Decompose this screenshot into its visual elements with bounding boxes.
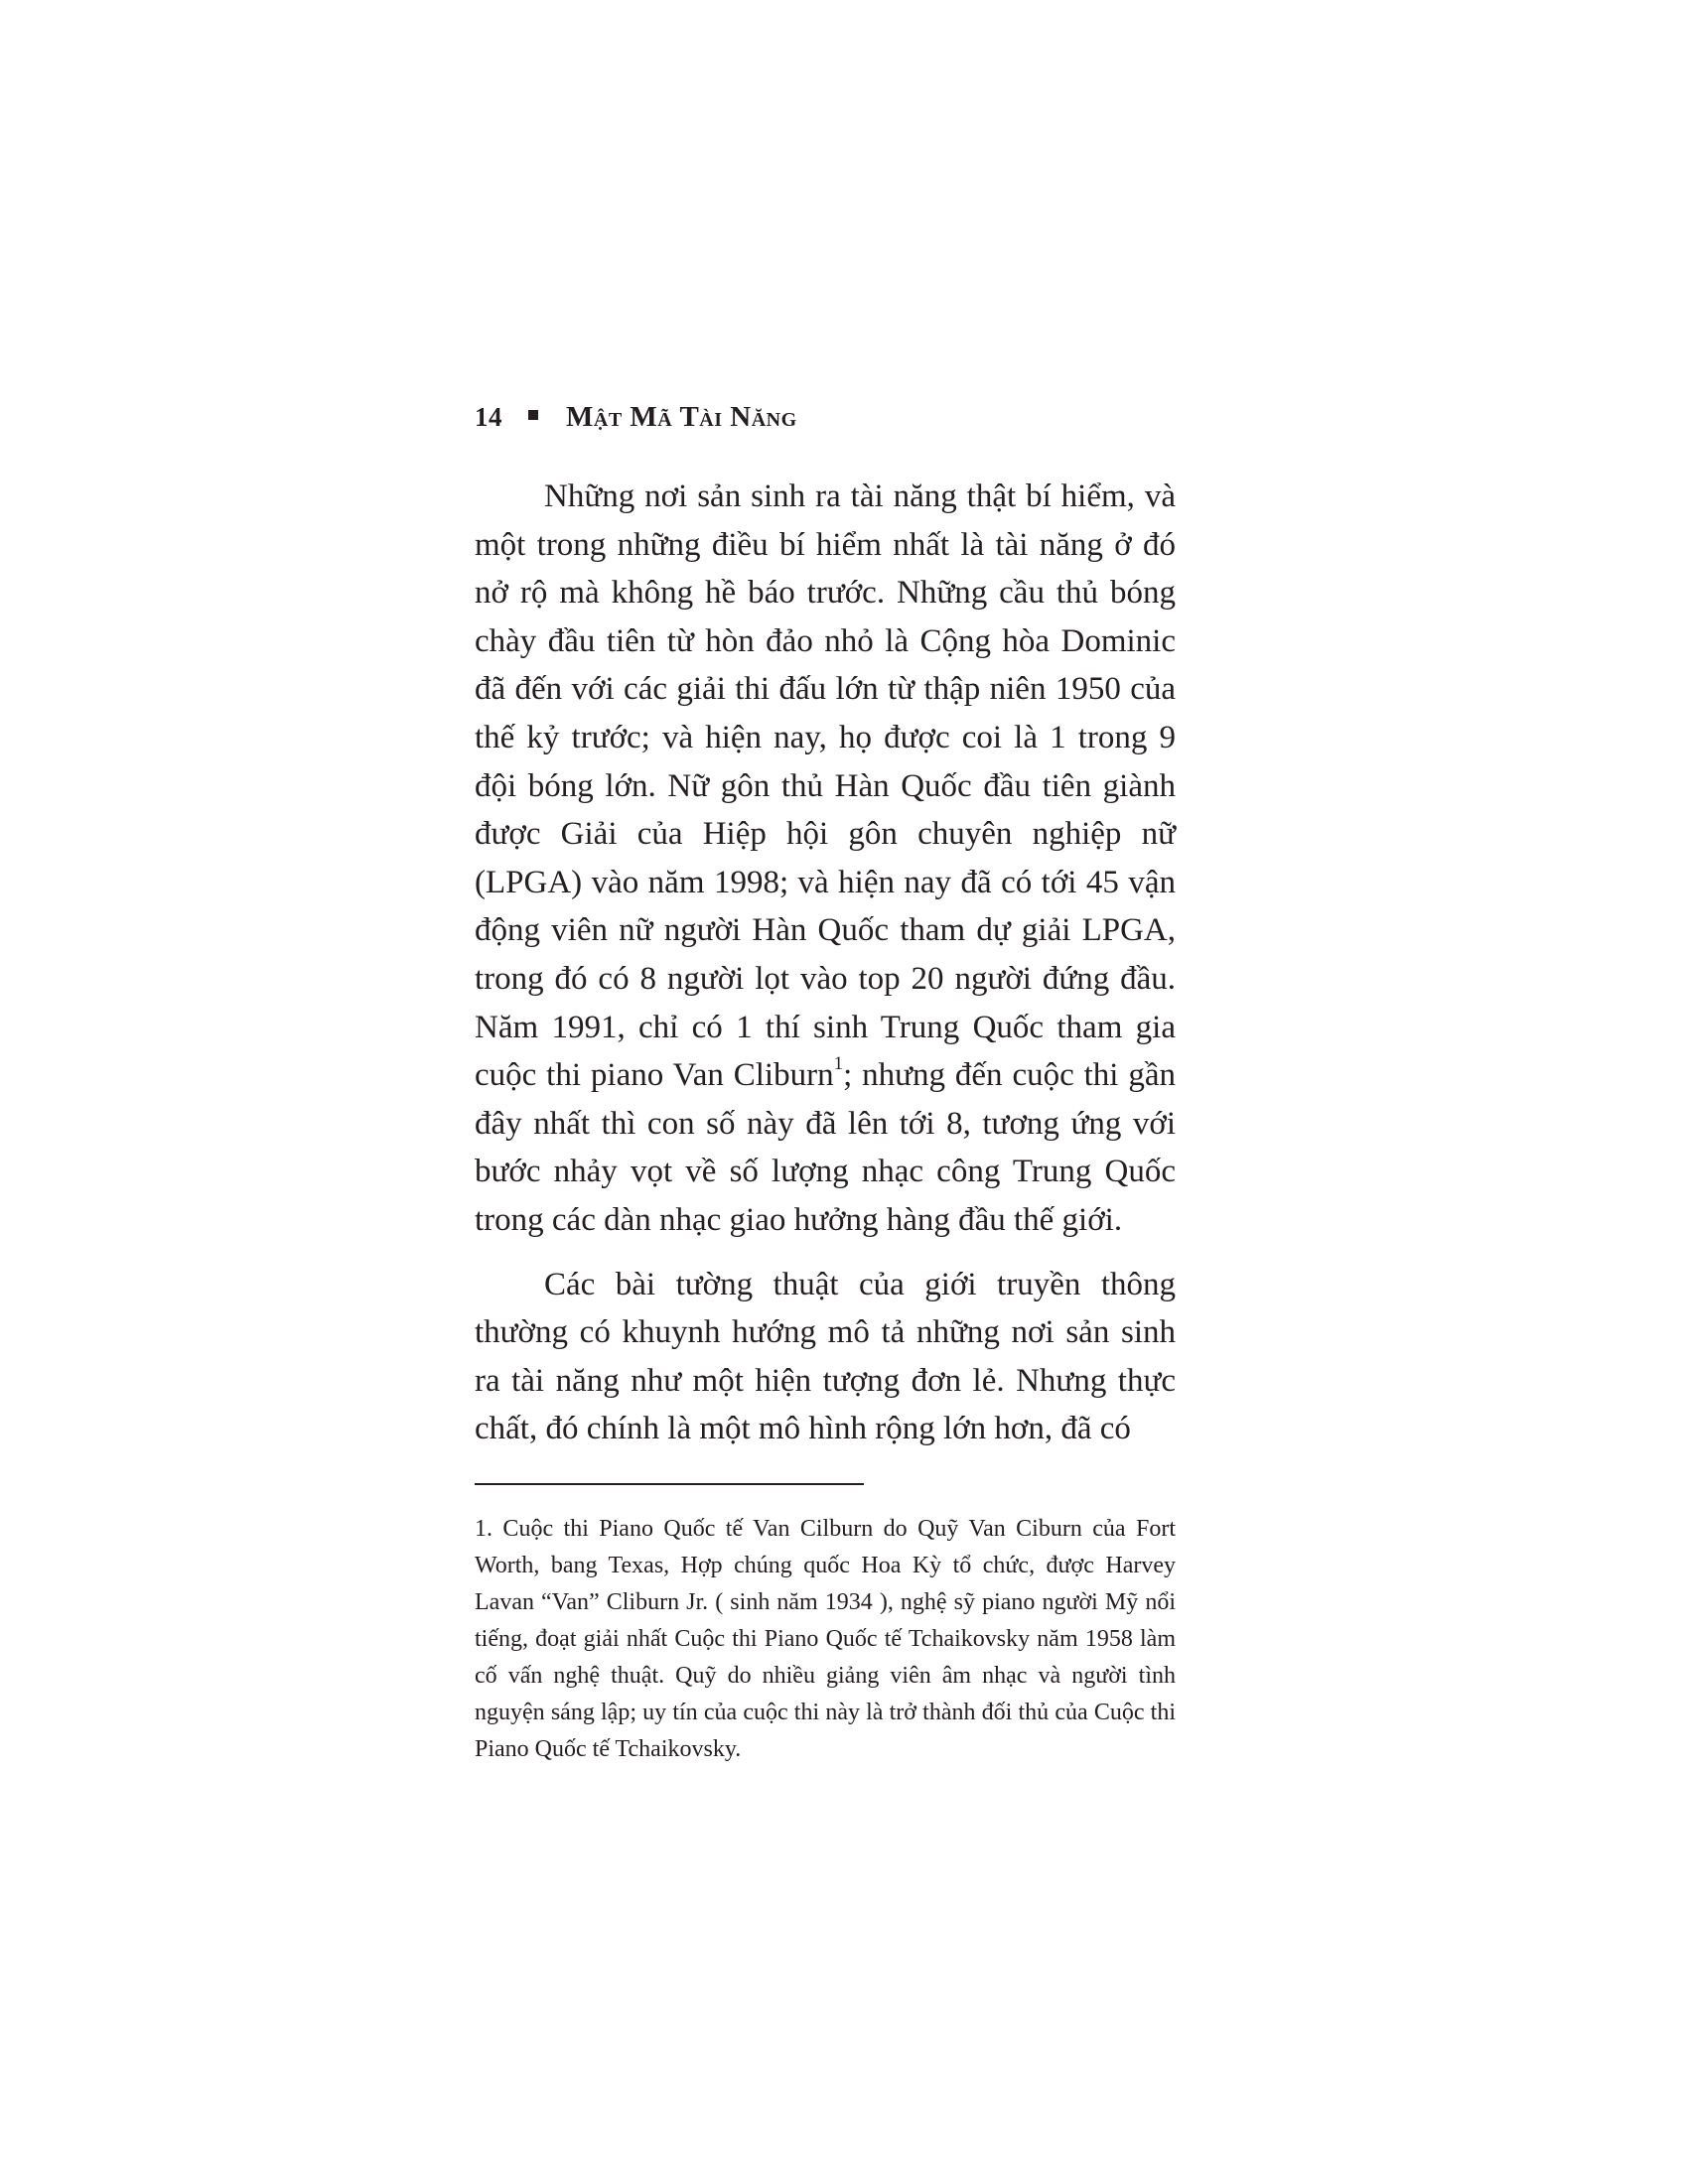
square-bullet-icon xyxy=(528,410,538,420)
footnote-divider xyxy=(475,1483,864,1485)
paragraph-1-text-a: Những nơi sản sinh ra tài năng thật bí hiểm, và một trong những điều bí hiểm nhất là tài năng ở đó nở rộ mà không hề báo trước. Những cầu thủ bóng chày đầu tiên từ hòn đảo nhỏ là Cộng hòa Dominic đã đến với các giải thi đấu lớn từ thập niên 1950 của thế kỷ trước; và hiện nay, họ được coi là 1 trong 9 đội bóng lớn. Nữ gôn thủ Hàn Quốc đầu tiên giành được Giải của Hiệp hội gôn chuyên nghiệp nữ (LPGA) vào năm 1998; và hiện nay đã có tới 45 vận động viên nữ người Hàn Quốc tham dự giải LPGA, trong đó có 8 người lọt vào top 20 người đứng đầu. Năm 1991, chỉ có 1 thí sinh Trung Quốc tham gia cuộc thi piano Van Cliburn xyxy=(475,478,1176,1094)
book-title: Mật Mã Tài Năng xyxy=(566,400,797,433)
paragraph-1 xyxy=(475,473,1176,1245)
paragraph-1-text-b: ; nhưng đến cuộc thi gần đây nhất thì con số này đã lên tới 8, tương ứng với bước nhảy vọt về số lượng nhạc công Trung Quốc trong các dàn nhạc giao hưởng hàng đầu thế giới. xyxy=(475,1057,1177,1238)
paragraph-2: Các bài tường thuật của giới truyền thông thường có khuynh hướng mô tả những nơi sản sinh ra tài năng như một hiện tượng đơn lẻ. Nhưng thực chất, đó chính là một mô hình rộng lớn hơn, đã có xyxy=(475,1266,1176,1447)
running-head xyxy=(475,397,797,437)
main-text xyxy=(475,473,1176,1453)
book-page xyxy=(475,0,1176,2184)
page-number: 14 xyxy=(475,401,502,432)
footnote: 1. Cuộc thi Piano Quốc tế Van Cilburn do Quỹ Van Ciburn của Fort Worth, bang Texas, Hợp chúng quốc Hoa Kỳ tổ chức, được Harvey Lavan “Van” Cliburn Jr. ( sinh năm 1934 ), nghệ sỹ piano người Mỹ nổi tiếng, đoạt giải nhất Cuộc thi Piano Quốc tế Tchaikovsky năm 1958 làm cố vấn nghệ thuật. Quỹ do nhiều giảng viên âm nhạc và người tình nguyện sáng lập; uy tín của cuộc thi này là trở thành đối thủ của Cuộc thi Piano Quốc tế Tchaikovsky. xyxy=(475,1516,1176,1762)
footnote-reference: 1 xyxy=(833,1053,844,1075)
